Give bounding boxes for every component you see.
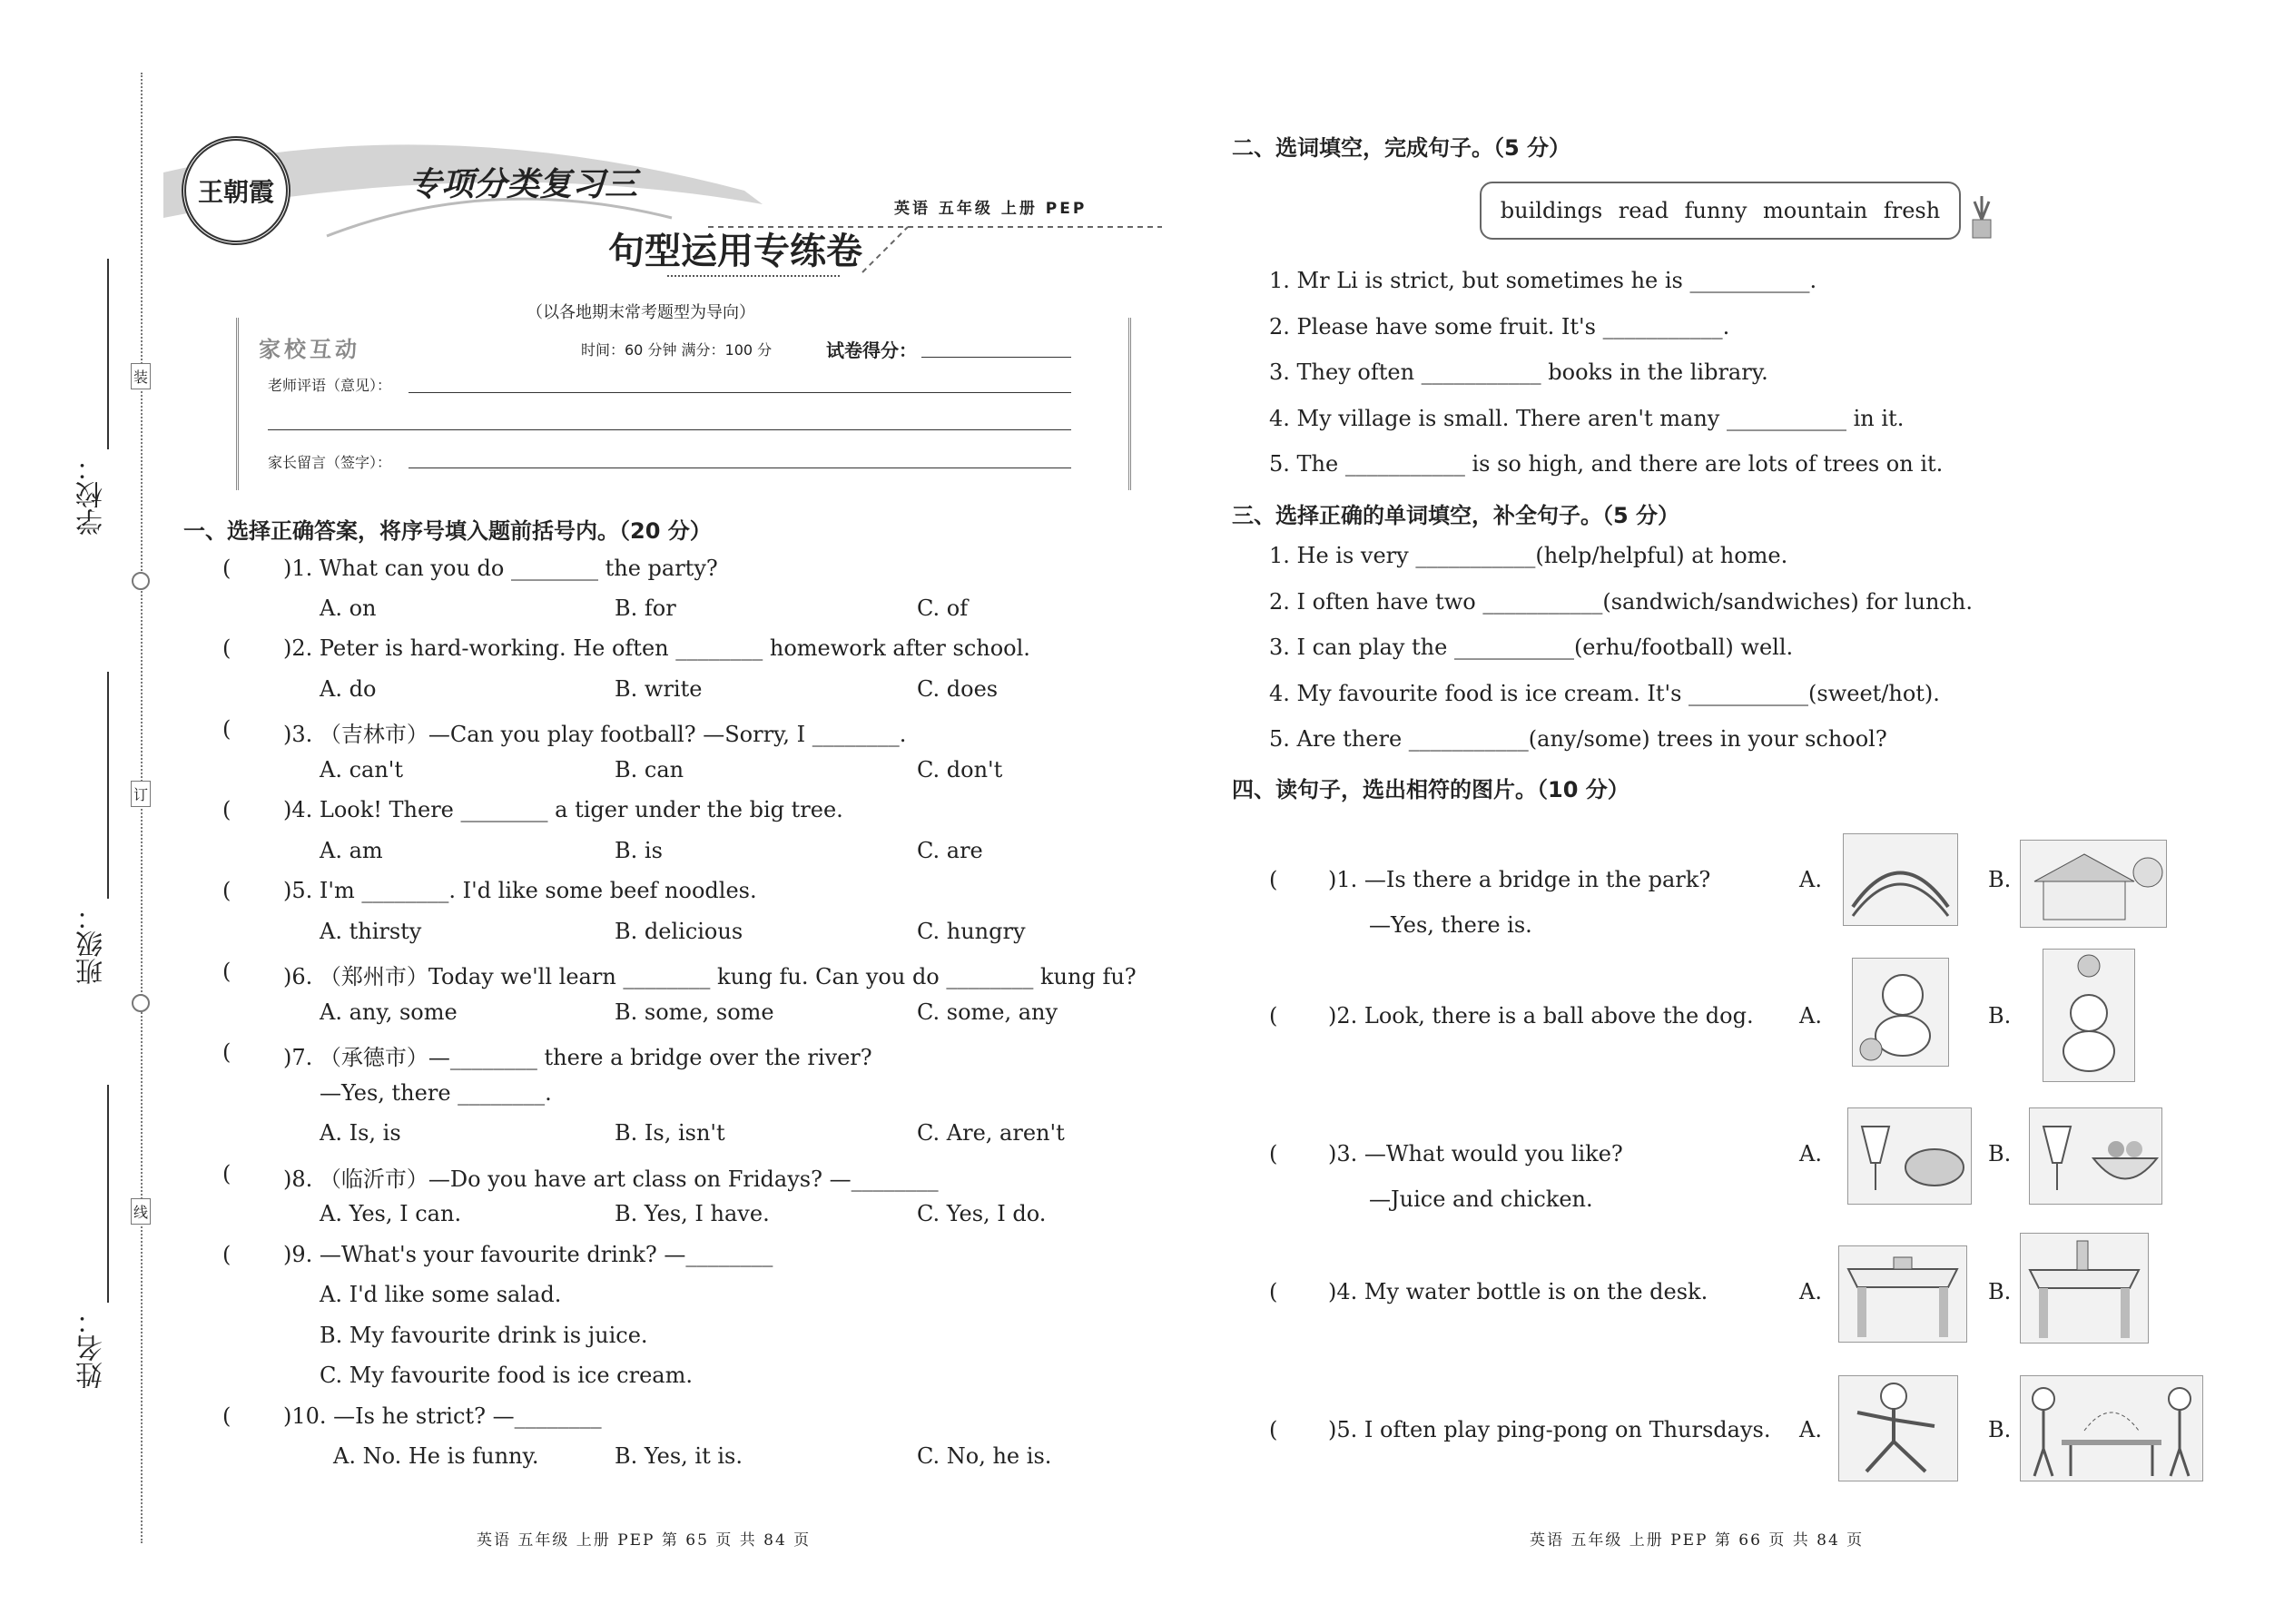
question-2: )2. Peter is hard-working. He often ________ homework after school. xyxy=(283,635,1030,661)
binding-mark-zhuang: 装 xyxy=(131,363,151,389)
answer-paren: ( xyxy=(222,556,231,581)
binding-circle xyxy=(132,994,150,1012)
s4-item-2-a-label: A. xyxy=(1799,1003,1822,1029)
juice-chicken-picture xyxy=(1847,1107,1972,1205)
comment-box-border xyxy=(236,318,1131,490)
dog-ball-below-picture xyxy=(1852,958,1949,1067)
section2-title: 二、选词填空，完成句子。（5 分） xyxy=(1232,135,1571,161)
q6-option-c: C. some, any xyxy=(917,999,1058,1025)
q2-option-a: A. do xyxy=(320,676,377,702)
answer-paren: ( xyxy=(222,1039,231,1065)
q3-option-a: A. can't xyxy=(320,757,404,782)
ping-pong-picture xyxy=(2020,1375,2203,1481)
time-score-info: 时间：60 分钟 满分：100 分 xyxy=(581,341,773,359)
paper-subtitle: （以各地期末常考题型为导向） xyxy=(527,303,755,322)
q10-option-b: B. Yes, it is. xyxy=(615,1443,743,1469)
section1-title: 一、选择正确答案，将序号填入题前括号内。（20 分） xyxy=(183,518,712,544)
question-10: )10. —Is he strict? —________ xyxy=(283,1403,602,1429)
s4-item-4-b-label: B. xyxy=(1988,1279,2012,1304)
plant-icon xyxy=(1965,192,1998,240)
q8-option-b: B. Yes, I have. xyxy=(615,1201,770,1226)
q7-option-a: A. Is, is xyxy=(320,1120,401,1146)
home-school-label: 家校互动 xyxy=(259,337,360,362)
brand-logo xyxy=(182,136,290,245)
question-5: )5. I'm ________. I'd like some beef noodles. xyxy=(283,878,757,903)
section4-title: 四、读句子，选出相符的图片。（10 分） xyxy=(1232,777,1629,802)
answer-paren: ( xyxy=(222,1242,231,1267)
q7-option-b: B. Is, isn't xyxy=(615,1120,725,1146)
answer-paren: ( xyxy=(222,635,231,661)
answer-paren: ( xyxy=(1269,1003,1278,1029)
s4-item-3-a-label: A. xyxy=(1799,1141,1822,1166)
word-bank-word: read xyxy=(1618,198,1669,223)
grade-info: 英语 五年级 上册 PEP xyxy=(894,200,1088,218)
answer-paren: ( xyxy=(222,1161,231,1186)
question-4: )4. Look! There ________ a tiger under the big tree. xyxy=(283,797,843,822)
name-blank xyxy=(107,1085,109,1303)
s4-item-1-a-label: A. xyxy=(1799,867,1822,892)
binding-dotted-line xyxy=(141,73,143,1543)
q1-option-b: B. for xyxy=(615,595,676,621)
s4-item-1-b-label: B. xyxy=(1988,867,2012,892)
answer-paren: ( xyxy=(222,716,231,742)
binding-mark-xian: 线 xyxy=(131,1198,151,1225)
question-8: )8. （临沂市）—Do you have art class on Fridays? —________ xyxy=(283,1166,939,1192)
desk-bottle-picture xyxy=(2020,1233,2149,1343)
paper-title: 句型运用专练卷 xyxy=(608,231,862,272)
footer-left: 英语 五年级 上册 PEP 第 65 页 共 84 页 xyxy=(477,1531,812,1550)
answer-paren: ( xyxy=(1269,1417,1278,1442)
question-6: )6. （郑州市）Today we'll learn ________ kung fu. Can you do ________ kung fu? xyxy=(283,964,1137,989)
q2-option-b: B. write xyxy=(615,676,703,702)
binding-mark-ding: 订 xyxy=(131,781,151,807)
answer-paren: ( xyxy=(222,878,231,903)
score-label: 试卷得分： xyxy=(826,340,917,361)
word-bank xyxy=(1480,182,1961,240)
answer-paren: ( xyxy=(222,959,231,984)
word-bank-word: mountain xyxy=(1763,198,1868,223)
q4-option-c: C. are xyxy=(917,838,983,863)
class-blank xyxy=(107,672,109,899)
q8-option-c: C. Yes, I do. xyxy=(917,1201,1047,1226)
q5-option-a: A. thirsty xyxy=(320,919,422,944)
s2-item-3: 3. They often ___________ books in the library. xyxy=(1269,359,1768,385)
school-blank xyxy=(107,259,109,449)
question-7-line2: —Yes, there ________. xyxy=(320,1080,552,1106)
q5-option-c: C. hungry xyxy=(917,919,1026,944)
question-3: )3. （吉林市）—Can you play football? —Sorry, I ________. xyxy=(283,722,907,747)
section3-title: 三、选择正确的单词填空，补全句子。（5 分） xyxy=(1232,503,1680,528)
word-bank-word: fresh xyxy=(1883,198,1941,223)
question-9: )9. —What's your favourite drink? —________ xyxy=(283,1242,773,1267)
s2-item-2: 2. Please have some fruit. It's ___________. xyxy=(1269,314,1730,340)
s2-item-1: 1. Mr Li is strict, but sometimes he is ___________. xyxy=(1269,268,1817,293)
word-bank-word: funny xyxy=(1684,198,1748,223)
q10-option-a: A. No. He is funny. xyxy=(333,1443,539,1469)
house-picture xyxy=(2020,840,2167,928)
s4-item-1-line2: —Yes, there is. xyxy=(1369,912,1532,938)
s4-item-5: )5. I often play ping-pong on Thursdays. xyxy=(1328,1417,1771,1442)
q9-option-a: A. I'd like some salad. xyxy=(320,1282,562,1307)
answer-paren: ( xyxy=(1269,1141,1278,1166)
s2-item-5: 5. The ___________ is so high, and there are lots of trees on it. xyxy=(1269,451,1944,477)
s4-item-3-b-label: B. xyxy=(1988,1141,2012,1166)
class-label: 班级： xyxy=(76,903,108,985)
q1-option-a: A. on xyxy=(320,595,377,621)
s3-item-4: 4. My favourite food is ice cream. It's ___________(sweet/hot). xyxy=(1269,681,1940,706)
desk-picture xyxy=(1838,1245,1967,1343)
q6-option-a: A. any, some xyxy=(320,999,458,1025)
q6-option-b: B. some, some xyxy=(615,999,774,1025)
footer-right: 英语 五年级 上册 PEP 第 66 页 共 84 页 xyxy=(1530,1531,1865,1550)
q9-option-b: B. My favourite drink is juice. xyxy=(320,1323,648,1348)
s4-item-4: )4. My water bottle is on the desk. xyxy=(1328,1279,1708,1304)
q5-option-b: B. delicious xyxy=(615,919,743,944)
s4-item-5-b-label: B. xyxy=(1988,1417,2012,1442)
name-label: 姓名： xyxy=(76,1307,108,1389)
school-label: 学校： xyxy=(76,454,108,536)
title-underline xyxy=(667,272,840,277)
q10-option-c: C. No, he is. xyxy=(917,1443,1052,1469)
s4-item-2-b-label: B. xyxy=(1988,1003,2012,1029)
parent-comment-label: 家长留言（签字）： xyxy=(268,454,392,471)
dog-ball-above-picture xyxy=(2043,949,2135,1082)
s3-item-5: 5. Are there ___________(any/some) trees in your school? xyxy=(1269,726,1887,752)
q3-option-b: B. can xyxy=(615,757,684,782)
s2-item-4: 4. My village is small. There aren't many ___________ in it. xyxy=(1269,406,1905,431)
answer-paren: ( xyxy=(222,797,231,822)
s4-item-5-a-label: A. xyxy=(1799,1417,1822,1442)
brand-logo-text: 王朝霞 xyxy=(197,177,274,207)
q8-option-a: A. Yes, I can. xyxy=(320,1201,462,1226)
series-title: 专项分类复习三 xyxy=(409,166,638,203)
q9-option-c: C. My favourite food is ice cream. xyxy=(320,1363,693,1388)
teacher-comment-label: 老师评语（意见）： xyxy=(268,377,392,394)
s4-item-2: )2. Look, there is a ball above the dog. xyxy=(1328,1003,1754,1029)
q7-option-c: C. Are, aren't xyxy=(917,1120,1065,1146)
q3-option-c: C. don't xyxy=(917,757,1003,782)
binding-circle xyxy=(132,572,150,590)
s4-item-1: )1. —Is there a bridge in the park? xyxy=(1328,867,1711,892)
q2-option-c: C. does xyxy=(917,676,999,702)
s4-item-3-line2: —Juice and chicken. xyxy=(1369,1186,1593,1212)
question-1: )1. What can you do ________ the party? xyxy=(283,556,718,581)
answer-paren: ( xyxy=(1269,867,1278,892)
question-7: )7. （承德市）—________ there a bridge over the river? xyxy=(283,1045,872,1070)
answer-paren: ( xyxy=(222,1403,231,1429)
kung-fu-picture xyxy=(1838,1375,1958,1481)
s3-item-2: 2. I often have two ___________(sandwich/sandwiches) for lunch. xyxy=(1269,589,1973,615)
s3-item-1: 1. He is very ___________(help/helpful) at home. xyxy=(1269,543,1788,568)
bridge-picture xyxy=(1843,833,1958,926)
q1-option-c: C. of xyxy=(917,595,969,621)
s4-item-4-a-label: A. xyxy=(1799,1279,1822,1304)
juice-salad-picture xyxy=(2029,1107,2162,1205)
s3-item-3: 3. I can play the ___________(erhu/football) well. xyxy=(1269,635,1794,660)
q4-option-b: B. is xyxy=(615,838,663,863)
s4-item-3: )3. —What would you like? xyxy=(1328,1141,1623,1166)
answer-paren: ( xyxy=(1269,1279,1278,1304)
q4-option-a: A. am xyxy=(320,838,383,863)
word-bank-word: buildings xyxy=(1500,198,1603,223)
